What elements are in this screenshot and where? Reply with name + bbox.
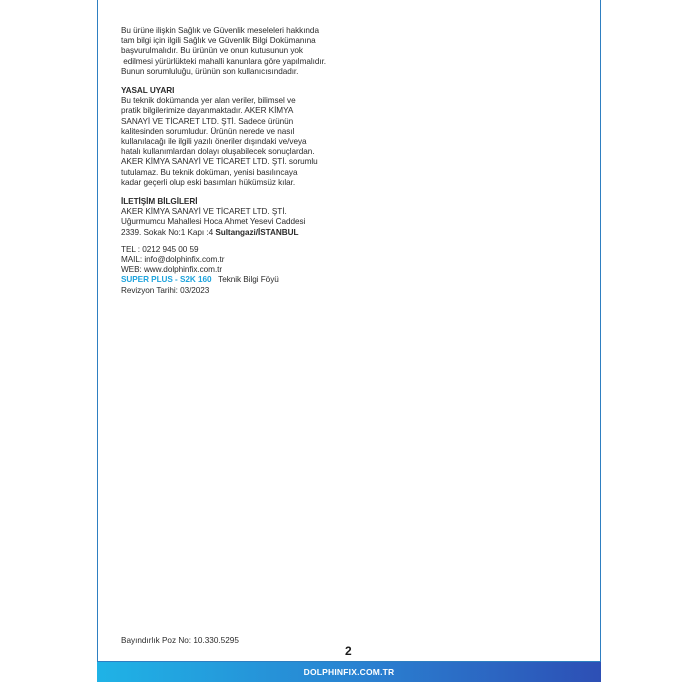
product-name: SUPER PLUS - S2K 160 <box>121 275 212 285</box>
text-line: Bu teknik dokümanda yer alan veriler, bilimsel ve <box>121 96 296 106</box>
website-address: WEB: www.dolphinfix.com.tr <box>121 265 223 275</box>
text-line: başvurulmalıdır. Bu ürünün ve onun kutusunun yok <box>121 46 303 56</box>
poz-number: Bayındırlık Poz No: 10.330.5295 <box>121 636 239 645</box>
safety-paragraph <box>121 26 391 77</box>
text-line: tam bilgi için ilgili Sağlık ve Güvenlik Bilgi Dokümanına <box>121 36 316 46</box>
text-line: tutulamaz. Bu teknik doküman, yenisi basılıncaya <box>121 167 298 177</box>
footer-bar <box>97 662 601 682</box>
address-separator: / <box>255 227 259 237</box>
address-city: İSTANBUL <box>258 227 299 237</box>
document-type: Teknik Bilgi Föyü <box>218 275 279 285</box>
text-line: hatalı kullanımlardan dolayı oluşabilecek sonuçlardan. <box>121 147 315 157</box>
text-line: kullanılacağı ile ilgili yazılı öneriler dışındaki ve/veya <box>121 137 307 147</box>
page-number: 2 <box>345 644 352 658</box>
text-line: Bunun sorumluluğu, ürünün son kullanıcısındadır. <box>121 66 299 76</box>
email-address: MAIL: info@dolphinfix.com.tr <box>121 255 225 265</box>
product-line <box>121 275 391 285</box>
contact-section <box>121 197 391 296</box>
document-body <box>121 26 391 296</box>
text-line: kadar geçerli olup eski basımları hükümsüz kılar. <box>121 177 296 187</box>
phone-number: TEL : 0212 945 00 59 <box>121 244 199 254</box>
text-line: kalitesinden sorumludur. Ürünün nerede ve nasıl <box>121 126 295 136</box>
text-line: SANAYİ VE TİCARET LTD. ŞTİ. Sadece ürünün <box>121 116 294 126</box>
text-line: pratik bilgilerimize dayanmaktadır. AKER KİMYA <box>121 106 294 116</box>
address-prefix: 2339. Sokak No:1 Kapı :4 <box>121 227 216 237</box>
company-name: AKER KİMYA SANAYİ VE TİCARET LTD. ŞTİ. <box>121 207 287 217</box>
contact-heading: İLETİŞİM BİLGİLERİ <box>121 197 198 207</box>
text-line: Bu ürüne ilişkin Sağlık ve Güvenlik meseleleri hakkında <box>121 26 319 35</box>
address-district: Sultangazi <box>215 227 256 237</box>
document-page <box>97 0 601 662</box>
address-line <box>121 228 391 238</box>
legal-notice-heading: YASAL UYARI <box>121 86 175 96</box>
legal-notice-section <box>121 86 391 188</box>
text-line: AKER KİMYA SANAYİ VE TİCARET LTD. ŞTİ. sorumlu <box>121 157 318 167</box>
address-line: Uğurmumcu Mahallesi Hoca Ahmet Yesevi Caddesi <box>121 217 306 227</box>
text-line: edilmesi yürürlükteki mahalli kanunlara göre yapılmalıdır. <box>121 56 327 66</box>
revision-date: Revizyon Tarihi: 03/2023 <box>121 285 210 295</box>
footer-website: DOLPHINFIX.COM.TR <box>303 667 395 677</box>
